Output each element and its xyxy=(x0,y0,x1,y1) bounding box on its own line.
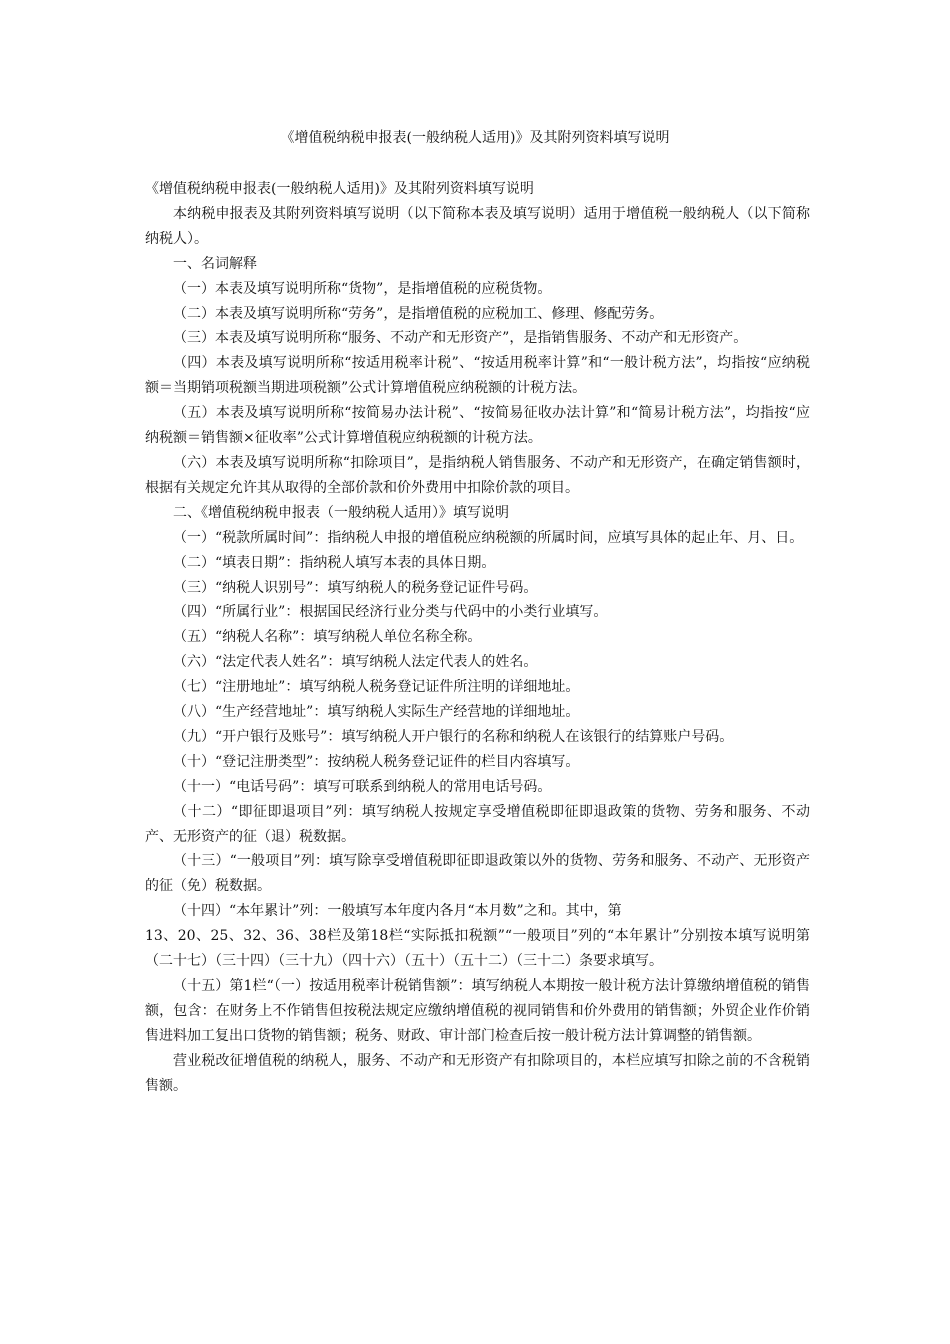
paragraph: （四）本表及填写说明所称“按适用税率计税”、“按适用税率计算”和“一般计税方法”，均指按“应纳税额＝当期销项税额当期进项税额”公式计算增值税应纳税额的计税方法。 xyxy=(145,355,810,397)
paragraph: （六）“法定代表人姓名”：填写纳税人法定代表人的姓名。 xyxy=(173,654,538,671)
paragraph: （十二）“即征即退项目”列：填写纳税人按规定享受增值税即征即退政策的货物、劳务和服务、不动产、无形资产的征（退）税数据。 xyxy=(145,803,810,845)
paragraph: 13、20、25、32、36、38栏及第18栏“实际抵扣税额”“一般项目”列的“本年累计”分别按本填写说明第（二十七）（三十四）（三十九）（四十六）（五十）（五十二）（三十二）条要求填写。 xyxy=(145,928,810,970)
paragraph: （一）“税款所属时间”：指纳税人申报的增值税应纳税额的所属时间，应填写具体的起止年、月、日。 xyxy=(173,529,804,546)
paragraph: （一）本表及填写说明所称“货物”，是指增值税的应税货物。 xyxy=(173,280,552,297)
paragraph: （四）“所属行业”：根据国民经济行业分类与代码中的小类行业填写。 xyxy=(173,604,608,621)
paragraph: （五）“纳税人名称”：填写纳税人单位名称全称。 xyxy=(173,629,482,646)
paragraph: （十五）第1栏“（一）按适用税率计税销售额”：填写纳税人本期按一般计税方法计算缴纳增值税的销售额，包含：在财务上不作销售但按税法规定应缴纳增值税的视同销售和价外费用的销售额；外贸企业作价销售进料加工复出口货物的销售额；税务、财政、审计部门检查后按一般计税方法计算调整的销售额。 xyxy=(145,978,810,1044)
paragraph: 营业税改征增值税的纳税人，服务、不动产和无形资产有扣除项目的，本栏应填写扣除之前的不含税销售额。 xyxy=(145,1052,810,1094)
paragraph: （五）本表及填写说明所称“按简易办法计税”、“按简易征收办法计算”和“简易计税方法”，均指按“应纳税额＝销售额×征收率”公式计算增值税应纳税额的计税方法。 xyxy=(145,405,810,447)
paragraph: （二）“填表日期”：指纳税人填写本表的具体日期。 xyxy=(173,554,496,571)
paragraph: （十三）“一般项目”列：填写除享受增值税即征即退政策以外的货物、劳务和服务、不动产、无形资产的征（免）税数据。 xyxy=(145,853,810,895)
paragraph: （六）本表及填写说明所称“扣除项目”，是指纳税人销售服务、不动产和无形资产，在确定销售额时，根据有关规定允许其从取得的全部价款和价外费用中扣除价款的项目。 xyxy=(145,454,810,496)
paragraph: （七）“注册地址”：填写纳税人税务登记证件所注明的详细地址。 xyxy=(173,679,580,696)
paragraph: （八）“生产经营地址”：填写纳税人实际生产经营地的详细地址。 xyxy=(173,704,580,721)
paragraph: （十）“登记注册类型”：按纳税人税务登记证件的栏目内容填写。 xyxy=(173,753,580,770)
paragraph: 《增值税纳税申报表(一般纳税人适用)》及其附列资料填写说明 xyxy=(145,181,534,197)
paragraph: （二）本表及填写说明所称“劳务”，是指增值税的应税加工、修理、修配劳务。 xyxy=(173,305,664,322)
paragraph: 本纳税申报表及其附列资料填写说明（以下简称本表及填写说明）适用于增值税一般纳税人（以下简称纳税人）。 xyxy=(145,205,810,247)
document-body xyxy=(145,177,810,1099)
document-title: 《增值税纳税申报表(一般纳税人适用)》及其附列资料填写说明 xyxy=(280,130,670,146)
paragraph: （九）“开户银行及账号”：填写纳税人开户银行的名称和纳税人在该银行的结算账户号码。 xyxy=(173,728,734,745)
paragraph: （三）本表及填写说明所称“服务、不动产和无形资产”，是指销售服务、不动产和无形资产。 xyxy=(173,330,748,347)
paragraph: （三）“纳税人识别号”：填写纳税人的税务登记证件号码。 xyxy=(173,579,538,596)
paragraph: （十四）“本年累计”列：一般填写本年度内各月“本月数”之和。其中，第 xyxy=(173,903,622,920)
paragraph: （十一）“电话号码”：填写可联系到纳税人的常用电话号码。 xyxy=(173,778,552,795)
paragraph: 一、名词解释 xyxy=(173,255,257,272)
paragraph: 二、《增值税纳税申报表（一般纳税人适用）》填写说明 xyxy=(173,504,509,521)
